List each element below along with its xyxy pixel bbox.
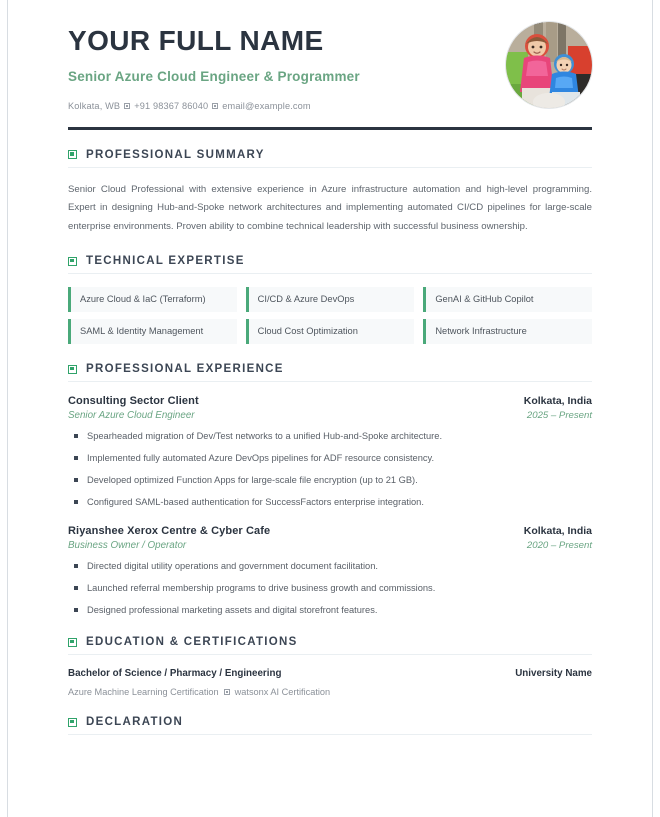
experience-entry-subheader xyxy=(68,407,592,421)
list-item: Directed digital utility operations and government document facilitation. xyxy=(68,560,592,573)
skill-chip: SAML & Identity Management xyxy=(68,319,237,344)
skills-grid xyxy=(68,287,592,344)
experience-location: Kolkata, India xyxy=(523,525,592,538)
section-header xyxy=(68,363,592,381)
skill-chip: Cloud Cost Optimization xyxy=(246,319,415,344)
section-title-expertise: TECHNICAL EXPERTISE xyxy=(86,255,245,268)
section-declaration xyxy=(68,716,592,735)
list-item: Launched referral membership programs to drive business growth and commissions. xyxy=(68,582,592,595)
experience-bullets xyxy=(68,560,592,617)
email-icon xyxy=(212,103,218,109)
list-item: Spearheaded migration of Dev/Test networks to a unified Hub-and-Spoke architecture. xyxy=(68,430,592,443)
header-divider xyxy=(68,127,592,130)
certifications-line xyxy=(68,687,592,697)
contact-email: email@example.com xyxy=(222,100,311,111)
section-header xyxy=(68,255,592,273)
section-title-experience: PROFESSIONAL EXPERIENCE xyxy=(86,363,284,376)
skill-chip: Azure Cloud & IaC (Terraform) xyxy=(68,287,237,312)
page-border-right xyxy=(652,0,653,817)
profile-photo-image xyxy=(506,22,592,108)
resume-header xyxy=(68,18,592,111)
section-professional-summary xyxy=(68,149,592,236)
professional-headline: Senior Azure Cloud Engineer & Programmer xyxy=(68,68,360,84)
contact-location: Kolkata, WB xyxy=(68,100,121,111)
certification-separator-icon xyxy=(224,689,230,695)
skill-chip: CI/CD & Azure DevOps xyxy=(246,287,415,312)
experience-bullets xyxy=(68,430,592,509)
phone-icon xyxy=(124,103,130,109)
section-underline xyxy=(68,734,592,735)
section-title-declaration: DECLARATION xyxy=(86,716,184,729)
section-technical-expertise xyxy=(68,255,592,344)
experience-entry xyxy=(68,525,592,617)
experience-entry xyxy=(68,395,592,509)
section-header xyxy=(68,149,592,167)
section-professional-experience xyxy=(68,363,592,617)
experience-role: Business Owner / Operator xyxy=(68,540,187,552)
section-marker-icon xyxy=(68,718,77,727)
section-title-summary: PROFESSIONAL SUMMARY xyxy=(86,148,265,161)
list-item: Configured SAML-based authentication for SuccessFactors enterprise integration. xyxy=(68,496,592,509)
education-entry xyxy=(68,668,592,679)
experience-role: Senior Azure Cloud Engineer xyxy=(68,410,195,422)
contact-line xyxy=(68,101,506,111)
experience-entry-subheader xyxy=(68,537,592,551)
avatar xyxy=(506,22,592,108)
education-school: University Name xyxy=(515,668,592,680)
list-item: Designed professional marketing assets and digital storefront features. xyxy=(68,604,592,617)
section-marker-icon xyxy=(68,638,77,647)
section-underline xyxy=(68,381,592,382)
page-title: YOUR FULL NAME xyxy=(68,25,324,56)
experience-location: Kolkata, India xyxy=(523,395,592,408)
section-underline xyxy=(68,273,592,274)
section-header xyxy=(68,636,592,654)
skill-chip: Network Infrastructure xyxy=(423,319,592,344)
certification-item: Azure Machine Learning Certification xyxy=(68,687,219,698)
education-degree: Bachelor of Science / Pharmacy / Engineering xyxy=(68,668,282,680)
section-underline xyxy=(68,654,592,655)
experience-company: Riyanshee Xerox Centre & Cyber Cafe xyxy=(68,525,271,538)
certification-item: watsonx AI Certification xyxy=(234,687,331,698)
section-header xyxy=(68,716,592,734)
section-title-education: EDUCATION & CERTIFICATIONS xyxy=(86,636,298,649)
section-education-certifications xyxy=(68,636,592,697)
section-marker-icon xyxy=(68,365,77,374)
header-text-block xyxy=(68,18,506,111)
section-marker-icon xyxy=(68,150,77,159)
summary-paragraph: Senior Cloud Professional with extensive experience in Azure infrastructure automation and high-level programming. Expert in designing Hub-and-Spoke network architectures and implementing automated CI/CD pipelines for large-scale enterprise environments. Proven ability to combine technical leadership with successful business ownership. xyxy=(68,183,592,232)
experience-entry-header xyxy=(68,395,592,407)
resume-content xyxy=(8,0,652,817)
experience-dates: 2025 – Present xyxy=(526,410,592,422)
experience-dates: 2020 – Present xyxy=(526,540,592,552)
section-underline xyxy=(68,167,592,168)
experience-company: Consulting Sector Client xyxy=(68,395,199,408)
contact-phone: +91 98367 86040 xyxy=(134,100,209,111)
skill-chip: GenAI & GitHub Copilot xyxy=(423,287,592,312)
experience-entry-header xyxy=(68,525,592,537)
list-item: Developed optimized Function Apps for large-scale file encryption (up to 21 GB). xyxy=(68,474,592,487)
list-item: Implemented fully automated Azure DevOps pipelines for ADF resource consistency. xyxy=(68,452,592,465)
section-marker-icon xyxy=(68,257,77,266)
